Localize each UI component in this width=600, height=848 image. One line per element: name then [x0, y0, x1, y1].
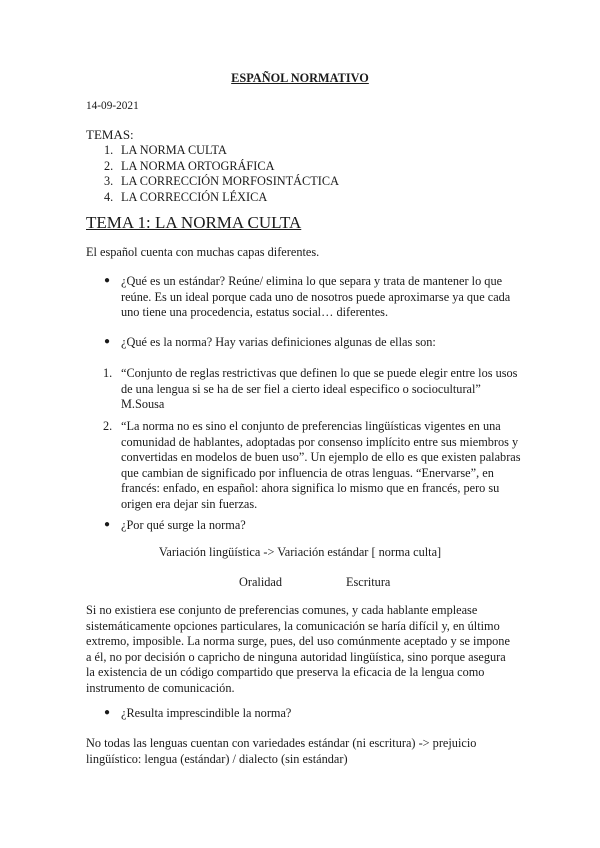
definition-number: 2. [103, 419, 113, 433]
body-paragraph: Si no existiera ese conjunto de preferencias comunes, y cada hablante emplease sistemáticamente opciones particulares, la comunicación se haría difícil y, en último extremo, imposible. La norma surge, pues, del uso comúnmente aceptado y se impone a él, no por decisión o capricho de ninguna autoridad lingüística, sino porque asegura la existencia de un código compartido que preserva la eficacia de la lengua como instrumento de comunicación. [86, 603, 510, 695]
list-number: 2. [104, 158, 114, 173]
list-number: 4. [104, 189, 114, 204]
oralidad-label: Oralidad [239, 575, 283, 589]
list-item [104, 190, 339, 206]
document-title: ESPAÑOL NORMATIVO [231, 71, 369, 85]
definition-text: “Conjunto de reglas restrictivas que definen lo que se puede elegir entre los usos de una lengua si se ha de ser fiel a cierto ideal especifico o sociocultural” M.Sousa [121, 366, 518, 412]
list-label: LA CORRECCIÓN MORFOSINTÁCTICA [121, 174, 339, 189]
document-date: 14-09-2021 [86, 100, 139, 112]
definition-number: 1. [103, 366, 113, 380]
bullet-text: ¿Qué es un estándar? Reúne/ elimina lo que separa y trata de mantener lo que reúne. Es un ideal porque cada uno de nosotros puede aproximarse ya que cada uno tiene una procedencia, estatus social… diferentes. [121, 274, 511, 320]
list-item [104, 159, 339, 175]
bullet-text: ¿Por qué surge la norma? [121, 518, 246, 532]
escritura-label: Escritura [346, 575, 391, 589]
final-paragraph: No todas las lenguas cuentan con variedades estándar (ni escritura) -> prejuicio lingüístico: lengua (estándar) / dialecto (sin estándar) [86, 736, 477, 766]
list-item [104, 143, 339, 159]
definition-text: “La norma no es sino el conjunto de preferencias lingüísticas vigentes en una comunidad de hablantes, adoptadas por consenso implícito entre sus miembros y convertidas en modelos de buen uso”. Un ejemplo de ello es que existen palabras que cambian de significado por influencia de otras lenguas. “Enervarse”, en francés: enfado, en español: ahora significa lo mismo que en francés, pero su origen era dejar sin fuerzas. [121, 419, 521, 511]
temas-label: TEMAS: [86, 127, 134, 142]
list-number: 1. [104, 143, 114, 157]
bullet-icon: ● [104, 336, 111, 347]
variation-line: Variación lingüística -> Variación estándar [ norma culta] [158, 545, 442, 559]
bullet-text: ¿Resulta imprescindible la norma? [121, 706, 292, 720]
bullet-icon: ● [104, 275, 111, 286]
bullet-text: ¿Qué es la norma? Hay varias definiciones algunas de ellas son: [121, 335, 436, 349]
bullet-icon: ● [104, 519, 111, 530]
list-label: LA CORRECCIÓN LÉXICA [121, 189, 268, 204]
list-number: 3. [104, 174, 114, 189]
intro-text: El español cuenta con muchas capas diferentes. [86, 245, 320, 259]
section-heading: TEMA 1: LA NORMA CULTA [86, 213, 302, 232]
list-label: LA NORMA CULTA [121, 143, 227, 157]
bullet-icon: ● [104, 707, 111, 718]
list-item [104, 174, 339, 190]
list-label: LA NORMA ORTOGRÁFICA [121, 158, 275, 173]
temas-list [104, 143, 339, 205]
